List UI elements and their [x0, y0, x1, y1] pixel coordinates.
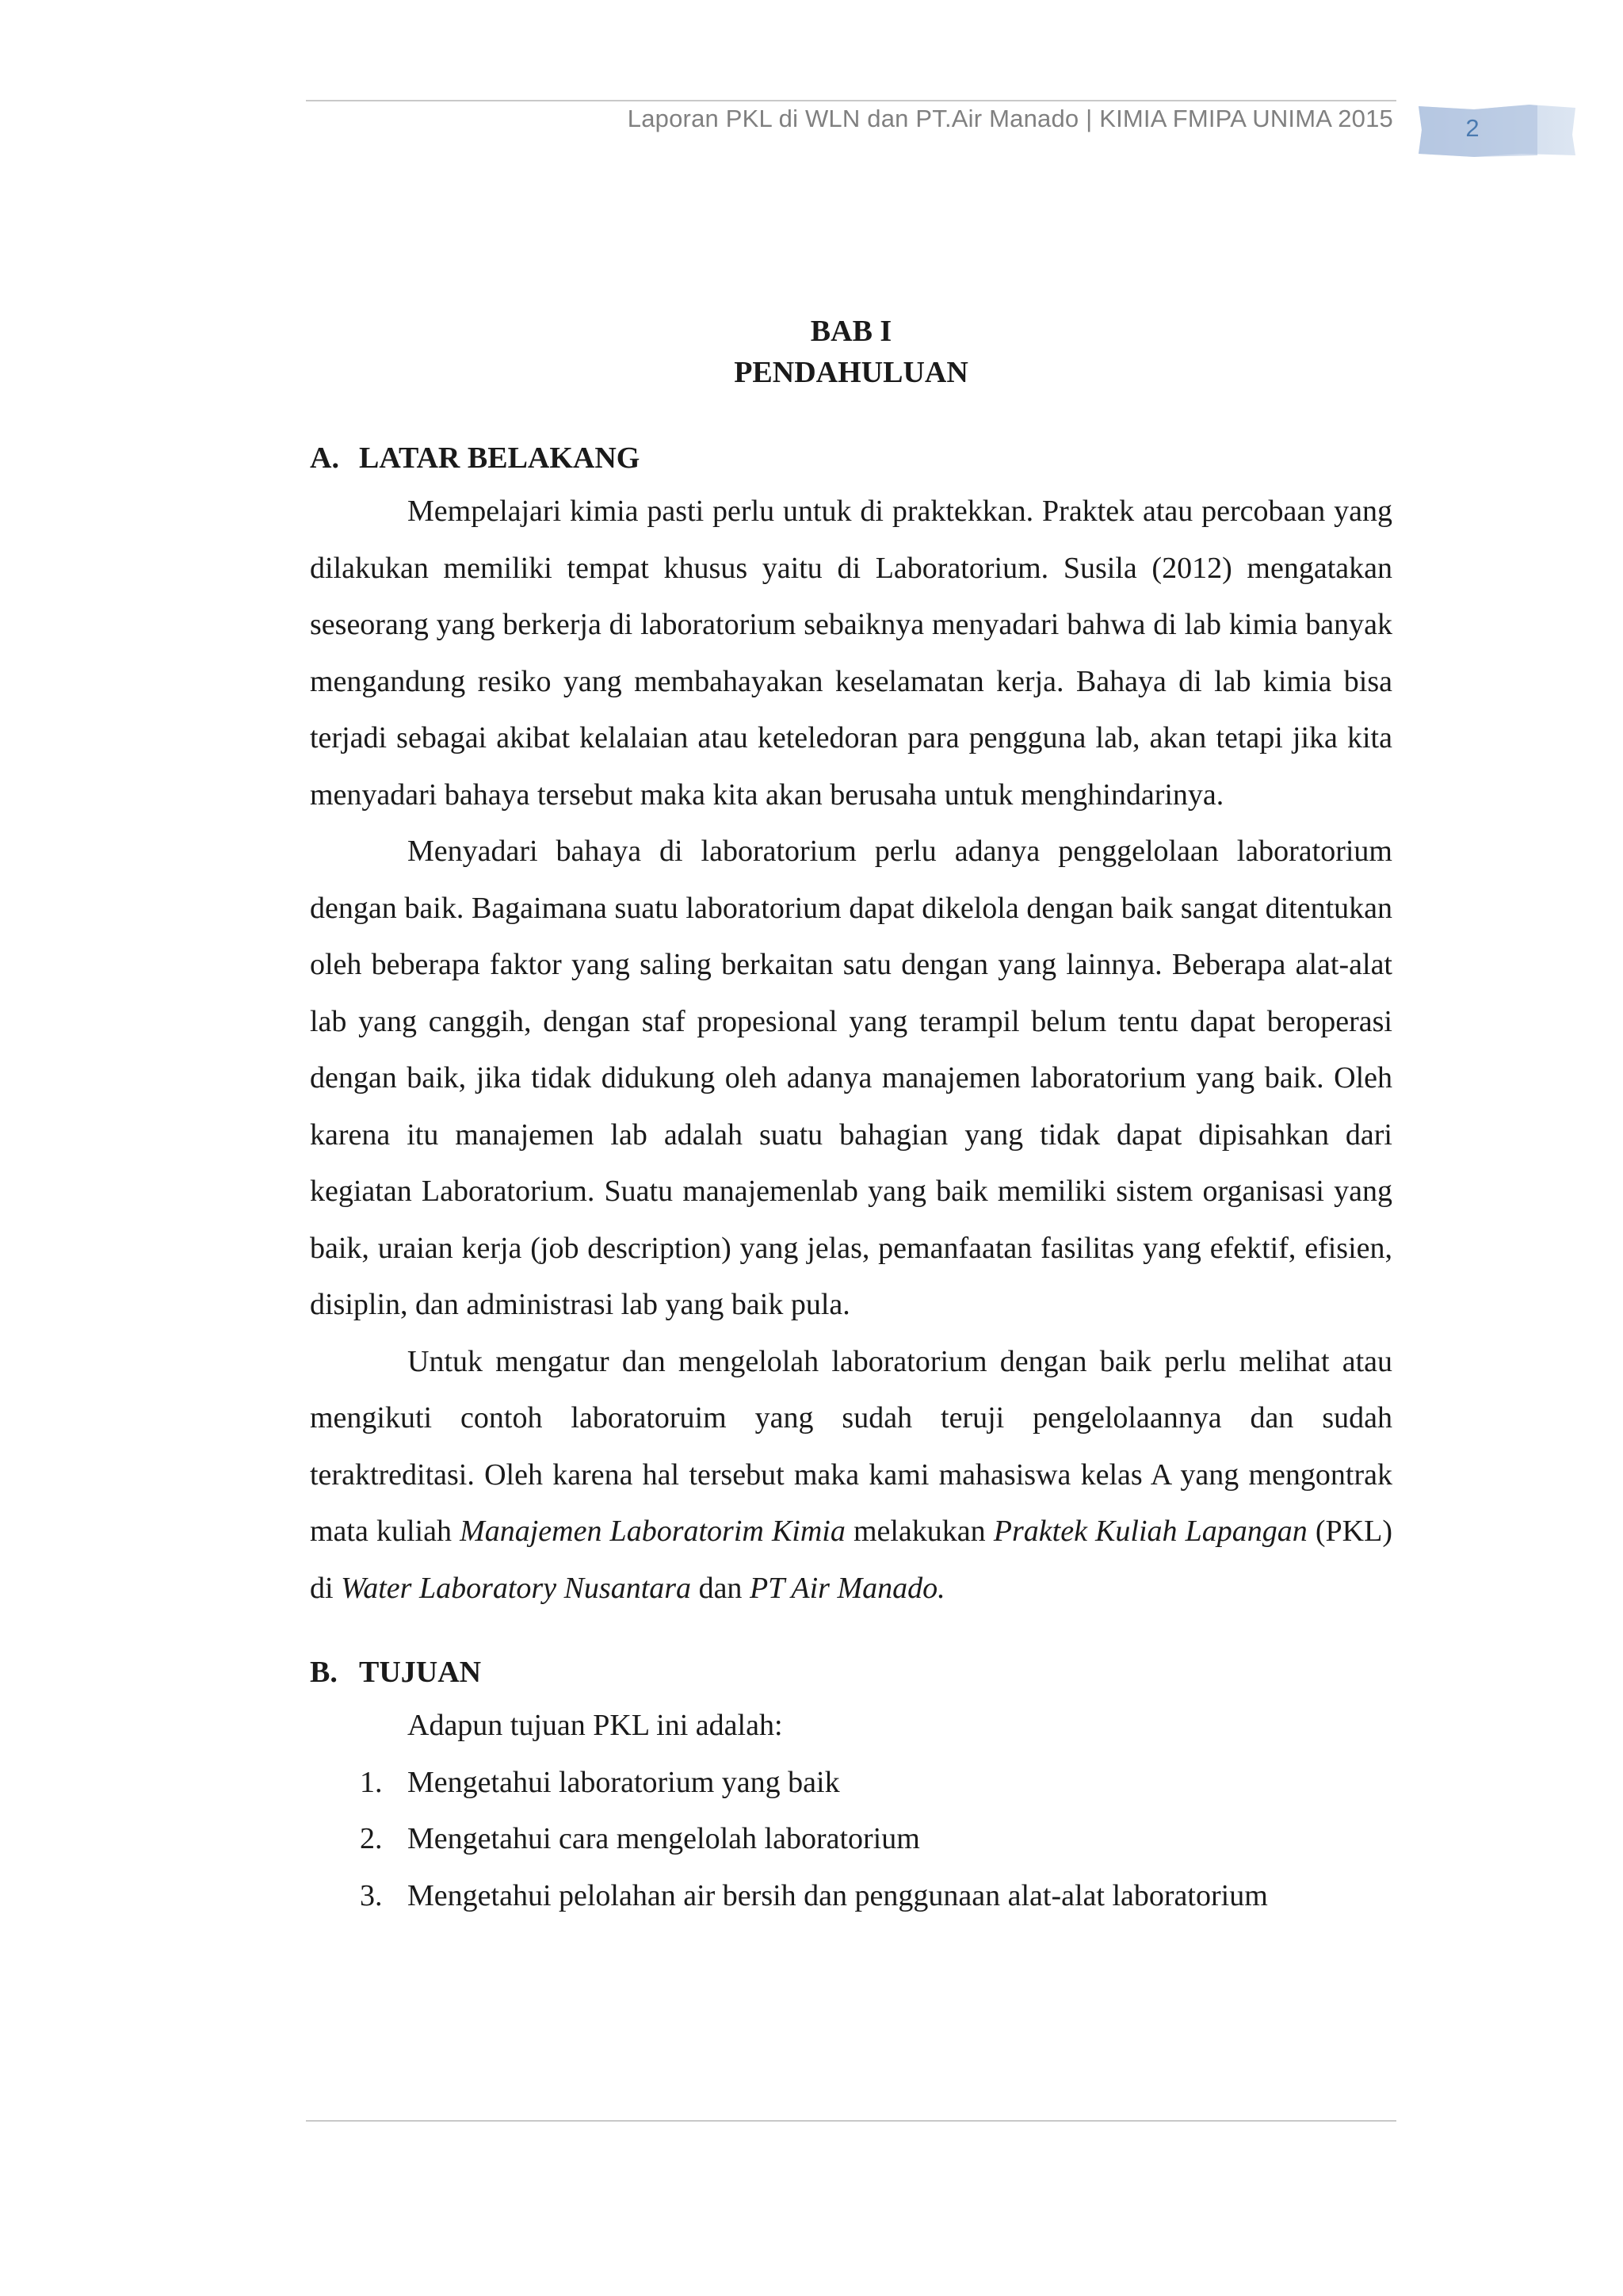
document-body [310, 311, 1392, 1924]
footer-rule [306, 2120, 1396, 2122]
header-rule [306, 100, 1396, 101]
pkl-term: Praktek Kuliah Lapangan [993, 1515, 1308, 1548]
lab-name: Water Laboratory Nusantara [341, 1571, 692, 1605]
page-number-tab [1419, 103, 1577, 159]
paragraph-2: Menyadari bahaya di laboratorium perlu adanya penggelolaan laboratorium dengan baik. Bagaimana suatu laboratorium dapat dikelola dengan baik sangat ditentukan oleh beberapa faktor yang saling berkaitan satu dengan yang lainnya. Beberapa alat-alat lab yang canggih, dengan staf propesional yang terampil belum tentu dapat beroperasi dengan baik, jika tidak didukung oleh adanya manajemen laboratorium yang baik. Oleh karena itu manajemen lab adalah suatu bahagian yang tidak dapat dipisahkan dari kegiatan Laboratorium. Suatu manajemenlab yang baik memiliki sistem organisasi yang baik, uraian kerja (job description) yang jelas, pemanfaatan fasilitas yang efektif, efisien, disiplin, dan administrasi lab yang baik pula. [310, 835, 1392, 1321]
list-item-text: Mengetahui laboratorium yang baik [407, 1765, 840, 1799]
list-item [310, 1755, 1392, 1812]
section-a-title: LATAR BELAKANG [359, 441, 640, 475]
section-b-title: TUJUAN [359, 1656, 482, 1689]
list-item [310, 1811, 1392, 1868]
section-a-heading [310, 437, 1392, 479]
list-item-number: 1. [360, 1765, 383, 1799]
page-number: 2 [1465, 114, 1480, 142]
course-name: Manajemen Laboratorim Kimia [460, 1515, 846, 1548]
list-item-text: Mengetahui cara mengelolah laboratorium [407, 1822, 920, 1855]
company-name: PT Air Manado. [749, 1571, 945, 1605]
paragraph-3-text-3: (PKL) di [310, 1515, 1392, 1605]
paragraph-3 [310, 1334, 1392, 1618]
paragraph-3-text-1: Untuk mengatur dan mengelolah laboratorium dengan baik perlu melihat atau mengikuti contoh laboratoruim yang sudah teruji pengelolaannya dan sudah teraktreditasi. Oleh karena hal tersebut maka kami mahasiswa kelas A yang mengontrak mata kuliah [310, 1344, 1392, 1548]
list-item-number: 2. [360, 1822, 383, 1855]
chapter-number: BAB I [810, 315, 892, 348]
chapter-title: PENDAHULUAN [734, 356, 968, 389]
list-item-number: 3. [360, 1878, 383, 1912]
section-b-intro: Adapun tujuan PKL ini adalah: [407, 1709, 783, 1742]
list-item [310, 1868, 1392, 1925]
running-header: Laporan PKL di WLN dan PT.Air Manado | KIMIA FMIPA UNIMA 2015 [627, 105, 1393, 132]
paragraph-3-text-2: melakukan [845, 1515, 994, 1548]
objectives-list [310, 1755, 1392, 1925]
paragraph-3-text-4: dan [691, 1571, 750, 1605]
paragraph-1: Mempelajari kimia pasti perlu untuk di praktekkan. Praktek atau percobaan yang dilakukan memiliki tempat khusus yaitu di Laboratorium. Susila (2012) mengatakan seseorang yang berkerja di laboratorium sebaiknya menyadari bahwa di lab kimia banyak mengandung resiko yang membahayakan keselamatan kerja. Bahaya di lab kimia bisa terjadi sebagai akibat kelalaian atau keteledoran para pengguna lab, akan tetapi jika kita menyadari bahaya tersebut maka kita akan berusaha untuk menghindarinya. [310, 495, 1392, 812]
section-b-label: B. [310, 1656, 338, 1689]
section-b-heading [310, 1652, 1392, 1693]
section-a-label: A. [310, 441, 339, 475]
list-item-text: Mengetahui pelolahan air bersih dan penggunaan alat-alat laboratorium [407, 1878, 1268, 1912]
